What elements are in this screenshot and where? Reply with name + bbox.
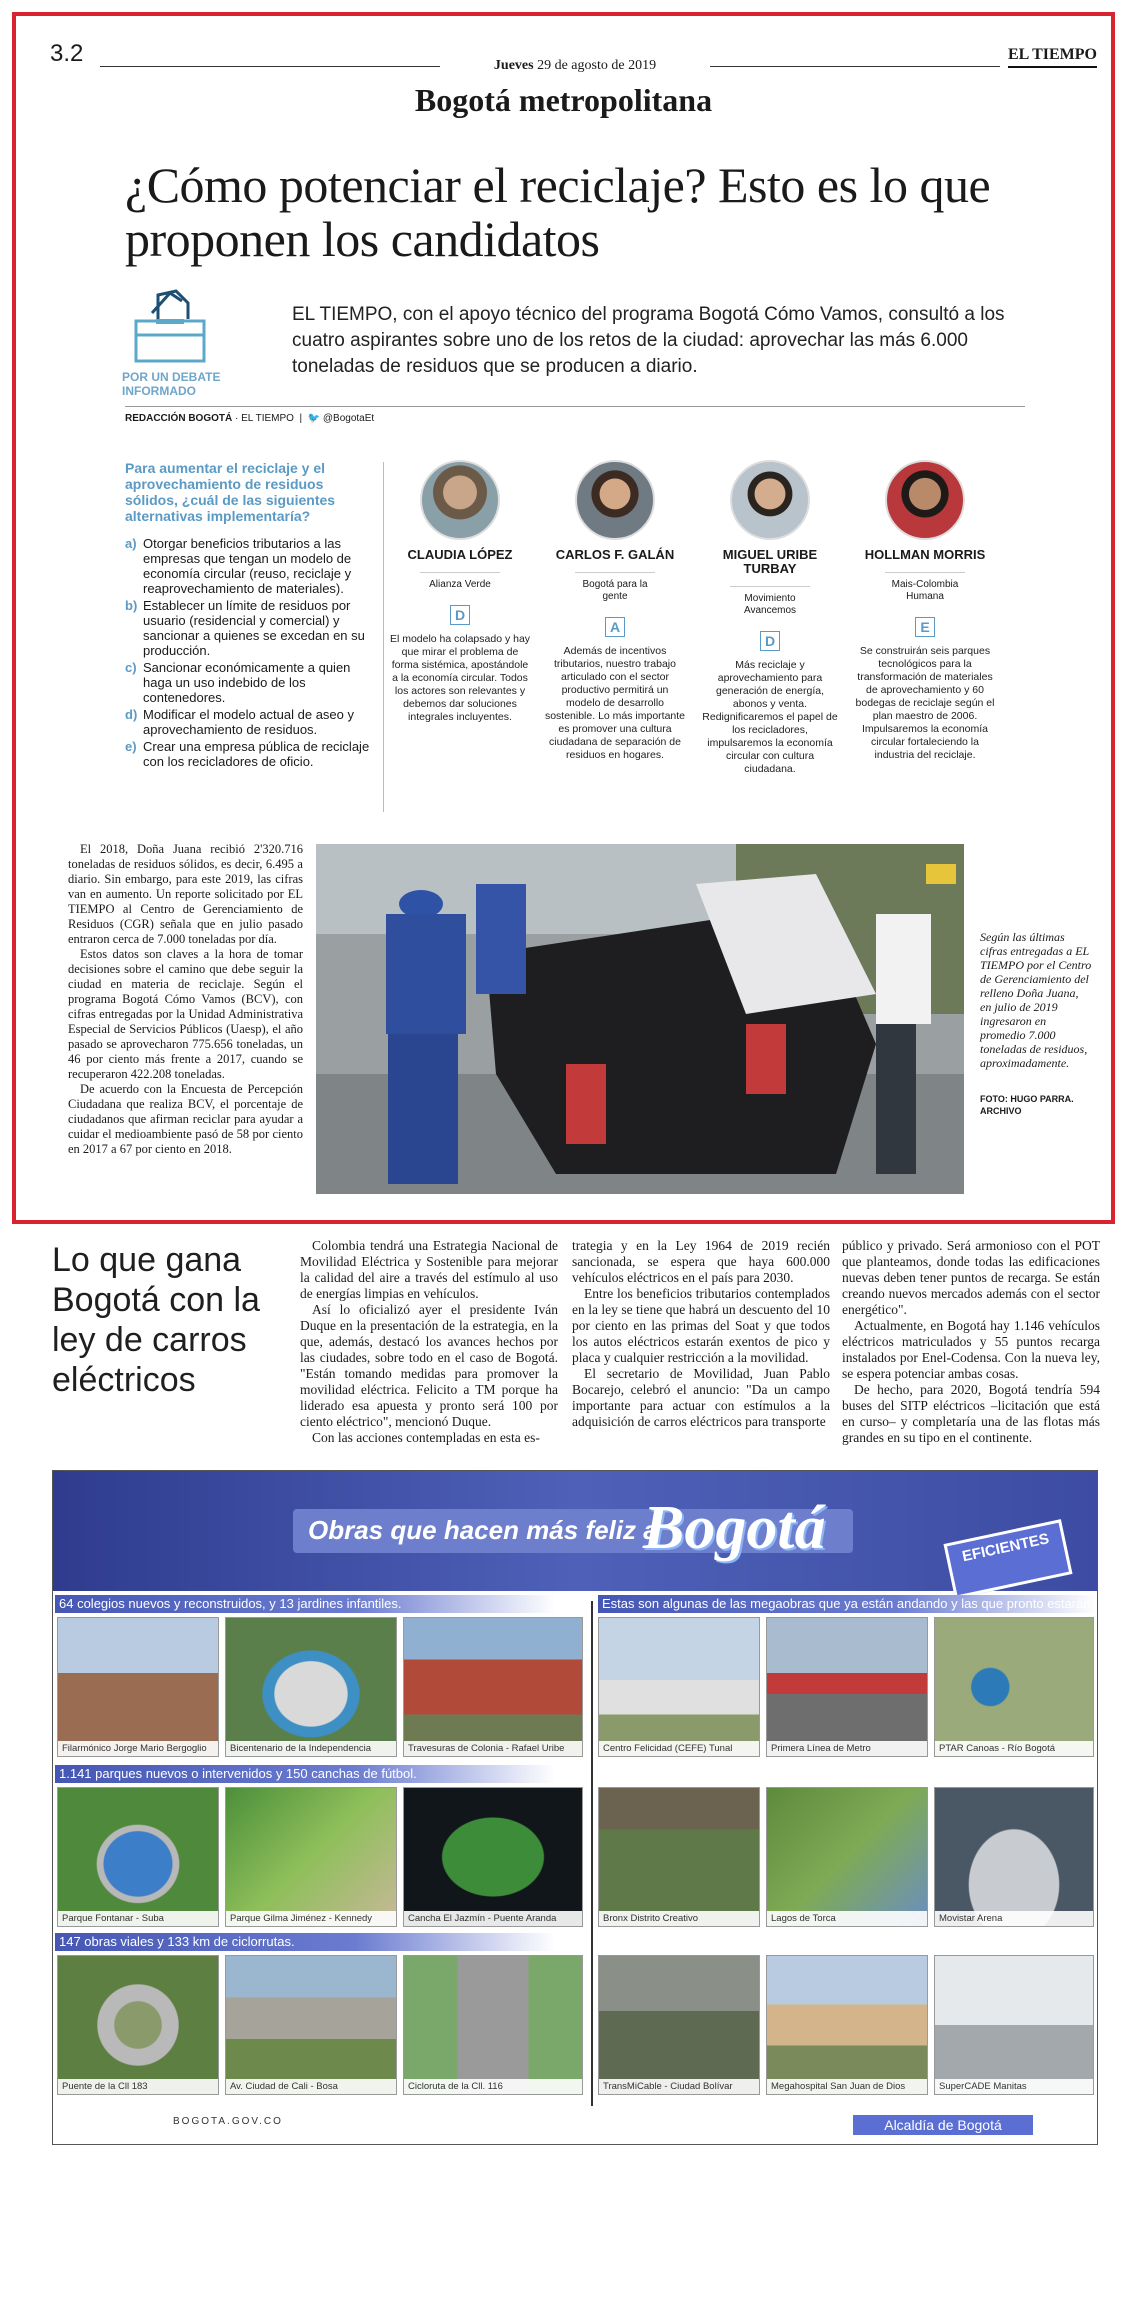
option-text: Otorgar beneficios tributarios a las empresas que tengan un modelo de economía circular (reuso, reciclaje y reaprovechamiento de materiales). [143,536,352,596]
candidate-statement: El modelo ha colapsado y hay que mirar el problema de forma sistémica, apostándole a la economía circular. Todos los actores son relevantes y debemos dar soluciones integrales incluyentes. [389,633,531,723]
candidate-answer: E [915,617,935,637]
candidate-statement: Más reciclaje y aprovechamiento para generación de energía, abonos y venta. Redignificaremos el papel de los recicladores, impulsaremos la economía circular con cultura ciudadana. [702,659,838,775]
body-paragraph: Con las acciones contempladas en esta es- [312,1430,540,1445]
ad-photo-tile [403,1617,583,1757]
ballot-label: POR UN DEBATE INFORMADO [122,370,221,398]
candidate-answer: D [450,605,470,625]
tile-caption: TransMiCable - Ciudad Bolívar [599,2079,759,2094]
ad-photo-tile [934,1787,1094,1927]
ad-section-header: Estas son algunas de las megaobras que ya están andando y las que pronto estarán. [598,1595,1096,1613]
candidate-answer: A [605,617,625,637]
tile-caption: Av. Ciudad de Cali - Bosa [226,2079,396,2094]
header-rule-right [710,66,1000,67]
candidate-party: Alianza Verde [420,572,500,591]
option-b [125,598,380,658]
tile-caption: Megahospital San Juan de Dios [767,2079,927,2094]
ad-photo-tile [57,1617,219,1757]
ad-photo-tile [403,1955,583,2095]
option-d [125,707,380,737]
advertisement [52,1470,1098,2145]
ad-section-header: 147 obras viales y 133 km de ciclorrutas. [55,1933,555,1951]
candidate-party: Mais-Colombia Humana [885,572,965,603]
body-paragraph: Así lo oficializó ayer el presidente Iván Duque en la presentación de la estrategia, en la que, además, destacó los avances hechos por las ciudades, sobre todo en el caso de Bogotá. "Están tomando medidas para promover la movilidad eléctrica. Felicito a TM porque ha liderado esa apuesta y pronto será 100 por ciento eléctrico", mencionó Duque. [300,1302,558,1429]
ad-section-header: 1.141 parques nuevos o intervenidos y 150 canchas de fútbol. [55,1765,555,1783]
tile-caption: SuperCADE Manitas [935,2079,1093,2094]
tile-caption: Centro Felicidad (CEFE) Tunal [599,1741,759,1756]
ad-photo-tile [225,1787,397,1927]
poll-question: Para aumentar el reciclaje y el aprovechamiento de residuos sólidos, ¿cuál de las siguientes alternativas implementaría? [125,460,336,524]
candidate-name: CLAUDIA LÓPEZ [407,547,513,562]
tile-caption: PTAR Canoas - Río Bogotá [935,1741,1093,1756]
article2-column-1 [300,1238,558,1446]
poll-options [125,536,380,771]
byline: REDACCIÓN BOGOTÁ · EL TIEMPO | 🐦 @BogotaEt [125,406,1025,424]
option-c [125,660,380,705]
option-key: c) [125,660,137,675]
tile-caption: Bronx Distrito Creativo [599,1911,759,1926]
body-paragraph: Estos datos son claves a la hora de tomar decisiones sobre el camino que debe seguir la ciudad en materia de reciclaje. Según el programa Bogotá Cómo Vamos (BCV), con cifras entregadas por la Unidad Administrativa Especial de Servicios Públicos (Uaesp), el año pasado se aprovecharon 775.656 toneladas, un 46 por ciento más frente a 2017, cuando se recuperaron 422.208 toneladas. [68,947,303,1081]
ballot-box-icon [130,285,210,365]
body-paragraph: Entre los beneficios tributarios contemplados en la ley se tiene que habrá un descuento del 10 por ciento en las primas del Soat y que todos los autos eléctricos estarán exentos de pico y placa y cualquier restricción a la movilidad. [572,1286,830,1365]
ad-photo-tile [598,1787,760,1927]
twitter-handle[interactable]: @BogotaEt [322,413,375,424]
ad-photo-tile [934,1955,1094,2095]
tile-caption: Parque Gilma Jiménez - Kennedy [226,1911,396,1926]
candidate-photo [575,460,655,540]
ad-photo-tile [934,1617,1094,1757]
ad-divider [591,1601,593,2106]
tile-caption: Movistar Arena [935,1911,1093,1926]
option-text: Establecer un límite de residuos por usuario (residencial y comercial) y sancionar a quienes se excedan en su producción. [143,598,365,658]
header-date [440,58,710,74]
option-e [125,739,380,769]
section-title: Bogotá metropolitana [414,82,713,118]
option-text: Crear una empresa pública de reciclaje con los recicladores de oficio. [143,739,370,769]
candidate-name: CARLOS F. GALÁN [555,547,675,562]
body-paragraph: trategia y en la Ley 1964 de 2019 recién sancionada, se espera que haya 600.000 vehículos eléctricos en el país para 2030. [572,1238,830,1285]
candidate-card [695,460,845,776]
ad-photo-tile [57,1787,219,1927]
article-body [68,842,303,1157]
tile-caption: Lagos de Torca [767,1911,927,1926]
ad-photo-tile [403,1787,583,1927]
brand-logo: EL TIEMPO [1008,46,1097,68]
ad-photo-tile [598,1955,760,2095]
candidate-photo [730,460,810,540]
photo-caption: Según las últimas cifras entregadas a EL TIEMPO por el Centro de Gerenciamiento del relleno Doña Juana, en julio de 2019 ingresaron en promedio 7.000 toneladas de residuos, aproximadamente. [980,930,1092,1070]
ad-photo-tile [766,1955,928,2095]
tile-caption: Bicentenario de la Independencia [226,1741,396,1756]
body-paragraph: El secretario de Movilidad, Juan Pablo Bocarejo, celebró el anuncio: "Da un campo importante para actuar con estímulos a la adquisición de carros eléctricos para transporte [572,1366,830,1429]
candidate-name: HOLLMAN MORRIS [864,547,986,562]
news-photo [316,844,964,1194]
body-paragraph: Actualmente, en Bogotá hay 1.146 vehículos eléctricos matriculados y 55 puntos recarga instalados por Enel-Codensa. Con la nueva ley, se espera potenciar ambas cosas. [842,1318,1100,1381]
tile-caption: Filarmónico Jorge Mario Bergoglio [58,1741,218,1756]
tile-caption: Travesuras de Colonia - Rafael Uribe [404,1741,582,1756]
body-paragraph: De hecho, para 2020, Bogotá tendría 594 buses del SITP eléctricos –licitación que está en curso– y completaría una de las flotas más grandes en su tipo en el continente. [842,1382,1100,1445]
ad-url[interactable]: BOGOTA.GOV.CO [173,2116,283,2127]
tile-caption: Puente de la Cll 183 [58,2079,218,2094]
ad-section-header: 64 colegios nuevos y reconstruidos, y 13 jardines infantiles. [55,1595,555,1613]
page-number: 3.2 [50,40,84,67]
option-key: d) [125,707,138,722]
headline: ¿Cómo potenciar el reciclaje? Esto es lo que proponen los candidatos [125,157,991,267]
tile-caption: Parque Fontanar - Suba [58,1911,218,1926]
candidate-statement: Se construirán seis parques tecnológicos para la transformación de materiales de aprovechamiento y 60 bodegas de reciclaje según el plan maestro de 2006. Impulsaremos la economía circular fortaleciendo la industria del reciclaje. [855,645,995,761]
ad-photo-tile [766,1617,928,1757]
tile-caption: Cicloruta de la Cll. 116 [404,2079,582,2094]
option-key: a) [125,536,137,551]
tile-caption: Cancha El Jazmín - Puente Aranda [404,1911,582,1926]
header-rule-left [100,66,440,67]
ad-photo-tile [57,1955,219,2095]
candidate-photo [885,460,965,540]
article2-column-3 [842,1238,1100,1446]
option-key: e) [125,739,137,754]
ad-sponsor: Alcaldía de Bogotá [853,2115,1033,2135]
candidate-card [850,460,1000,762]
ad-photo-tile [225,1955,397,2095]
byline-outlet: · EL TIEMPO [232,413,294,424]
candidates-divider [383,462,384,812]
candidate-name: MIGUEL URIBE TURBAY [722,547,818,576]
option-text: Modificar el modelo actual de aseo y aprovechamiento de residuos. [143,707,355,737]
body-paragraph: Colombia tendrá una Estrategia Nacional de Movilidad Eléctrica y Sostenible para mejorar la calidad del aire a través del estímulo al uso de energías limpias en vehículos. [300,1238,558,1301]
candidate-answer: D [760,631,780,651]
option-a [125,536,380,596]
tile-caption: Primera Línea de Metro [767,1741,927,1756]
ad-photo-tile [766,1787,928,1927]
ad-badge: EFICIENTES [943,1519,1072,1599]
ad-photo-tile [598,1617,760,1757]
date-day: Jueves [493,58,534,73]
body-paragraph: De acuerdo con la Encuesta de Percepción Ciudadana que realiza BCV, el porcentaje de ciudadanos que afirman reciclar para ayudar a cuidar el medioambiente pasó de 58 por ciento en 2017 a 67 por ciento en 2018. [68,1082,303,1156]
body-paragraph: público y privado. Será armonioso con el POT que planteamos, donde todas las edificaciones nuevas deben tener puntos de recarga. Se están creando nuevos mercados además con el sector energético". [842,1238,1100,1317]
ad-photo-tile [225,1617,397,1757]
photo-credit: FOTO: HUGO PARRA. ARCHIVO [980,1094,1074,1116]
candidate-party: Movimiento Avancemos [730,586,810,617]
candidate-card [540,460,690,762]
candidate-card [385,460,535,724]
ad-slogan: Obras que hacen más feliz a [308,1515,658,1545]
body-paragraph: El 2018, Doña Juana recibió 2'320.716 toneladas de residuos sólidos, es decir, 6.495 a diario. Sin embargo, para este 2019, las cifras van en aumento. Un reporte solicitado por EL TIEMPO al Centro de Gerenciamiento de Residuos (CGR) señala que en julio pasado entraron cerca de 7.000 toneladas por día. [68,842,303,946]
article2-column-2 [572,1238,830,1430]
candidate-party: Bogotá para la gente [575,572,655,603]
byline-author: REDACCIÓN BOGOTÁ [125,413,233,424]
ad-city: Bogotá [643,1494,826,1562]
option-key: b) [125,598,138,613]
article2-title: Lo que gana Bogotá con la ley de carros eléctricos [52,1241,260,1399]
option-text: Sancionar económicamente a quien haga un uso indebido de los contenedores. [143,660,351,705]
candidate-statement: Además de incentivos tributarios, nuestro trabajo articulado con el sector productivo permitirá un modelo de desarrollo sostenible. Lo más importante es promover una cultura ciudadana de separación de residuos en hogares. [544,645,686,761]
candidate-photo [420,460,500,540]
twitter-icon: 🐦 [307,413,321,424]
date-rest: 29 de agosto de 2019 [537,58,657,73]
lead-paragraph: EL TIEMPO, con el apoyo técnico del programa Bogotá Cómo Vamos, consultó a los cuatro aspirantes sobre uno de los retos de la ciudad: aprovechar las más 6.000 toneladas de residuos que se producen a diario. [292,304,1005,377]
